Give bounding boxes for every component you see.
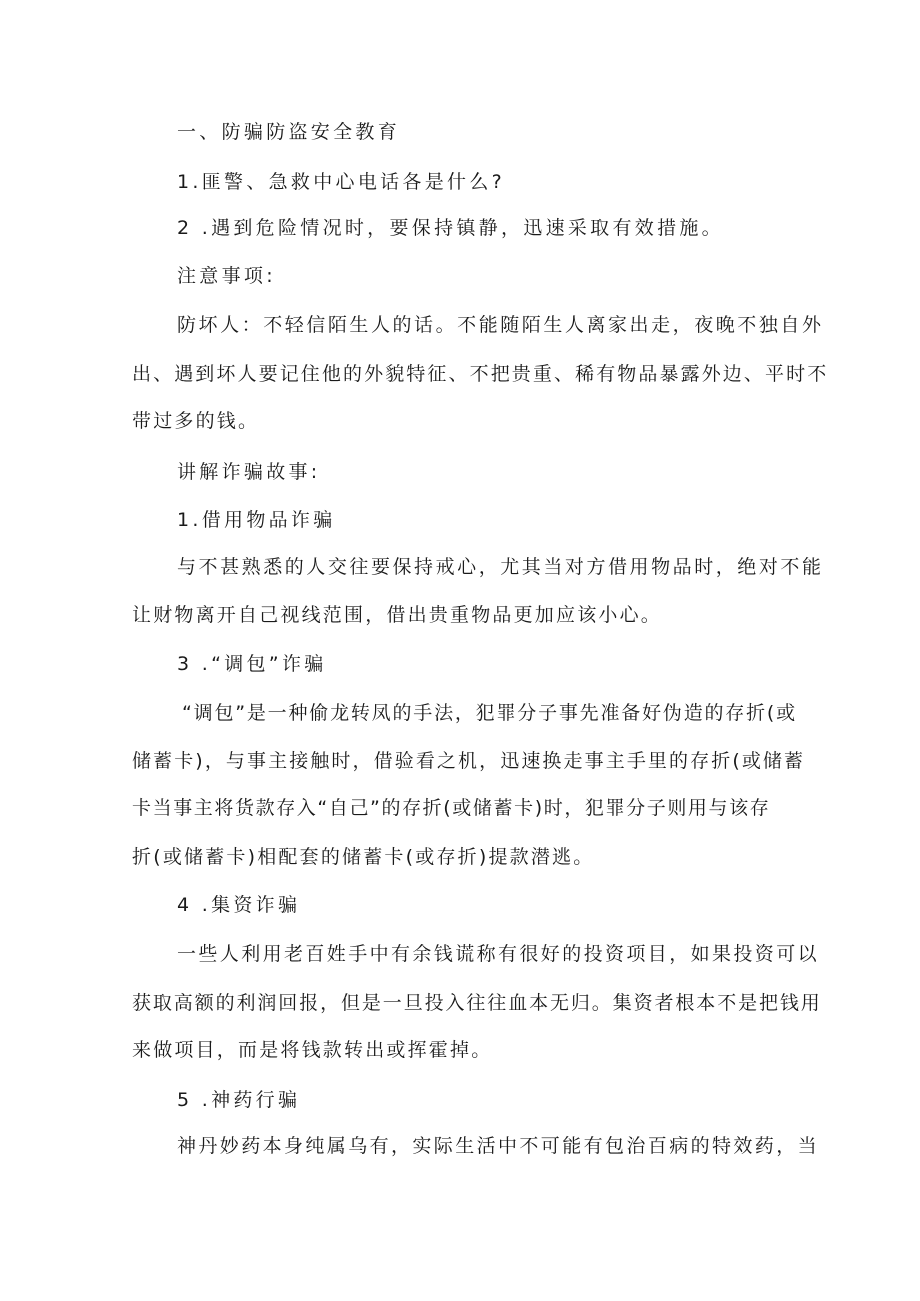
story-3-title: 3 .“调包”诈骗 xyxy=(177,653,327,675)
story-4-title: 4 .集资诈骗 xyxy=(177,894,301,916)
story-4-line-1: 一些人利用老百姓手中有余钱谎称有很好的投资项目，如果投资可以 xyxy=(177,943,820,965)
story-5-title: 5 .神药行骗 xyxy=(177,1089,301,1111)
story-4-line-2: 获取高额的利润回报，但是一旦投入往往血本无归。集资者根本不是把钱用 xyxy=(132,992,822,1014)
bad-people-line-2: 出、遇到坏人要记住他的外貌特征、不把贵重、稀有物品暴露外边、平时不 xyxy=(132,363,829,385)
story-1-line-2: 让财物离开自己视线范围，借出贵重物品更加应该小心。 xyxy=(132,604,663,626)
story-5-line-1: 神丹妙药本身纯属乌有，实际生活中不可能有包治百病的特效药，当 xyxy=(177,1135,820,1157)
question-2: 2 .遇到危险情况时，要保持镇静，迅速采取有效措施。 xyxy=(177,217,724,239)
story-3-line-3: 卡当事主将货款存入“自己”的存折(或储蓄卡)时，犯罪分子则用与该存 xyxy=(132,797,771,819)
bad-people-line-3: 带过多的钱。 xyxy=(132,410,260,432)
story-3-line-1: “调包”是一种偷龙转凤的手法，犯罪分子事先准备好伪造的存折(或 xyxy=(182,702,797,724)
story-3-line-4: 折(或储蓄卡)相配套的储蓄卡(或存折)提款潜逃。 xyxy=(132,846,595,868)
story-3-line-2: 储蓄卡)，与事主接触时，借验看之机，迅速换走事主手里的存折(或储蓄 xyxy=(132,750,806,772)
story-4-line-3: 来做项目，而是将钱款转出或挥霍掉。 xyxy=(132,1039,493,1061)
question-1: 1.匪警、急救中心电话各是什么? xyxy=(177,171,506,193)
section-heading: 一、防骗防盗安全教育 xyxy=(177,121,401,143)
stories-label: 讲解诈骗故事: xyxy=(177,461,321,483)
story-1-title: 1.借用物品诈骗 xyxy=(177,509,336,531)
notes-label: 注意事项: xyxy=(177,265,276,287)
bad-people-line-1: 防坏人：不轻信陌生人的话。不能随陌生人离家出走，夜晚不独自外 xyxy=(177,314,824,336)
story-1-line-1: 与不甚熟悉的人交往要保持戒心，尤其当对方借用物品时，绝对不能 xyxy=(177,556,824,578)
